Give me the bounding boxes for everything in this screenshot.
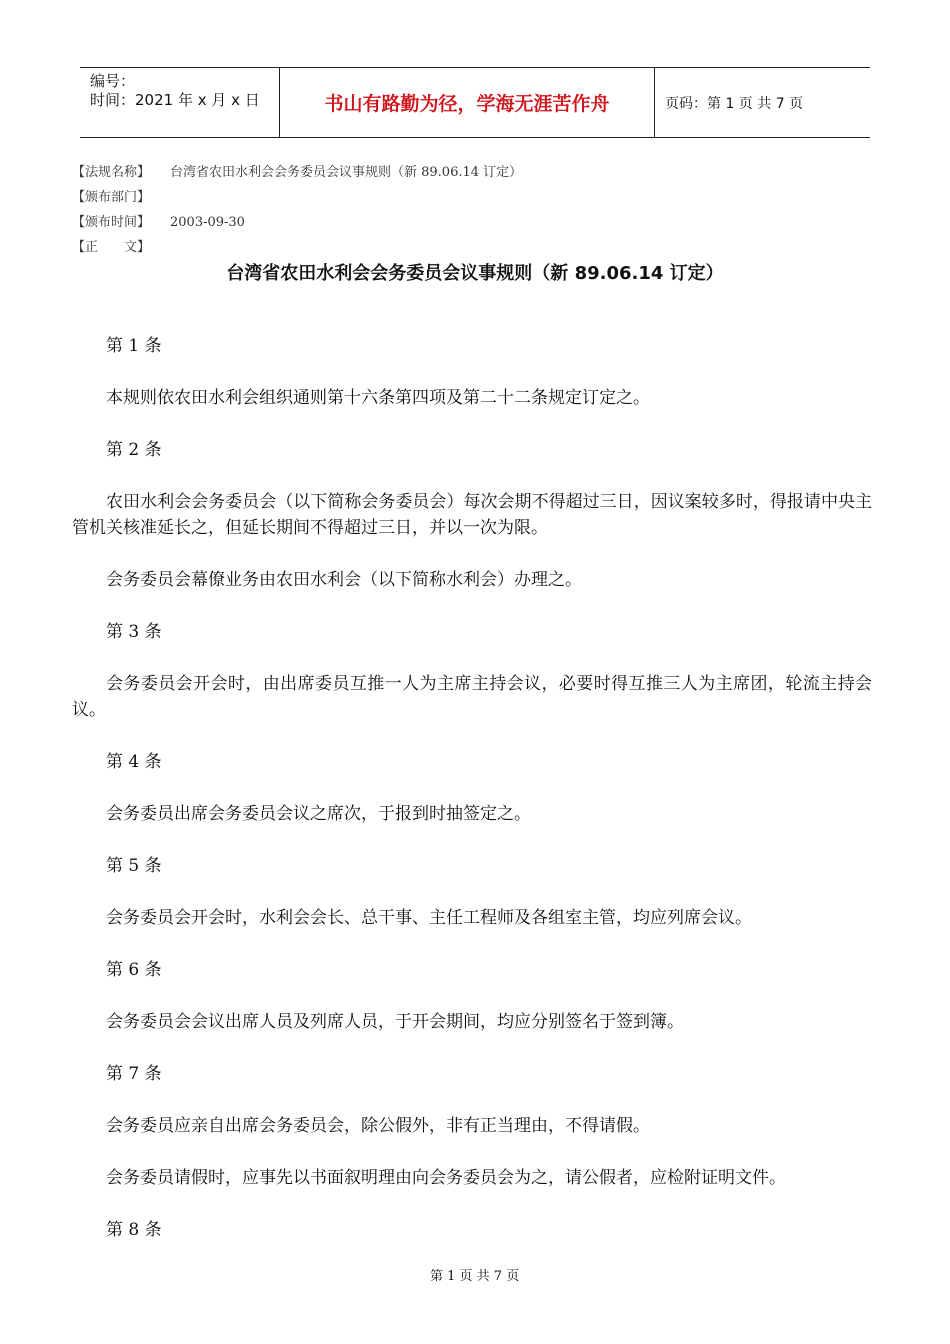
article-heading: 第 2 条 (106, 440, 162, 460)
meta-row (72, 235, 522, 260)
meta-row (72, 185, 522, 210)
article-heading: 第 6 条 (106, 960, 162, 980)
article-paragraph: 会务委员会会议出席人员及列席人员，于开会期间，均应分别签名于签到簿。 (106, 1012, 684, 1032)
meta-value: 台湾省农田水利会会务委员会议事规则（新 89.06.14 订定） (170, 165, 523, 180)
article-heading: 第 3 条 (106, 622, 162, 642)
page-header (80, 67, 870, 138)
meta-label: 【法规名称】 (72, 165, 151, 180)
article-heading: 第 5 条 (106, 856, 162, 876)
number-label: 编号： (90, 72, 136, 90)
article-heading: 第 8 条 (106, 1220, 162, 1240)
meta-label: 【正 文】 (72, 240, 151, 255)
meta-value: 2003-09-30 (170, 215, 245, 230)
document-title: 台湾省农田水利会会务委员会议事规则（新 89.06.14 订定） (226, 263, 724, 284)
meta-row (72, 160, 522, 185)
header-info (80, 68, 280, 137)
article-heading: 第 1 条 (106, 336, 162, 356)
time-label: 时间：2021 年 x 月 x 日 (90, 91, 260, 109)
article-paragraph: 会务委员会开会时，水利会会长、总干事、主任工程师及各组室主管，均应列席会议。 (106, 908, 752, 928)
article-paragraph: 农田水利会会务委员会（以下简称会务委员会）每次会期不得超过三日，因议案较多时，得报请中央主管机关核准延长之，但延长期间不得超过三日，并以一次为限。 (72, 492, 872, 538)
header-page-info: 页码：第 1 页 共 7 页 (665, 95, 804, 112)
document-body (72, 333, 872, 1269)
meta-label: 【颁布部门】 (72, 190, 151, 205)
article-paragraph: 会务委员会开会时，由出席委员互推一人为主席主持会议，必要时得互推三人为主席团，轮流主持会议。 (72, 674, 872, 720)
header-motto: 书山有路勤为径，学海无涯苦作舟 (280, 68, 655, 137)
meta-row (72, 210, 522, 235)
article-heading: 第 4 条 (106, 752, 162, 772)
article-paragraph: 会务委员出席会务委员会议之席次，于报到时抽签定之。 (106, 804, 531, 824)
document-metadata (72, 160, 522, 260)
article-paragraph: 本规则依农田水利会组织通则第十六条第四项及第二十二条规定订定之。 (106, 388, 650, 408)
page-footer: 第 1 页 共 7 页 (430, 1269, 520, 1284)
article-heading: 第 7 条 (106, 1064, 162, 1084)
article-paragraph: 会务委员应亲自出席会务委员会，除公假外，非有正当理由，不得请假。 (106, 1116, 650, 1136)
meta-label: 【颁布时间】 (72, 215, 151, 230)
article-paragraph: 会务委员会幕僚业务由农田水利会（以下简称水利会）办理之。 (106, 570, 582, 590)
article-paragraph: 会务委员请假时，应事先以书面叙明理由向会务委员会为之，请公假者，应检附证明文件。 (106, 1168, 786, 1188)
